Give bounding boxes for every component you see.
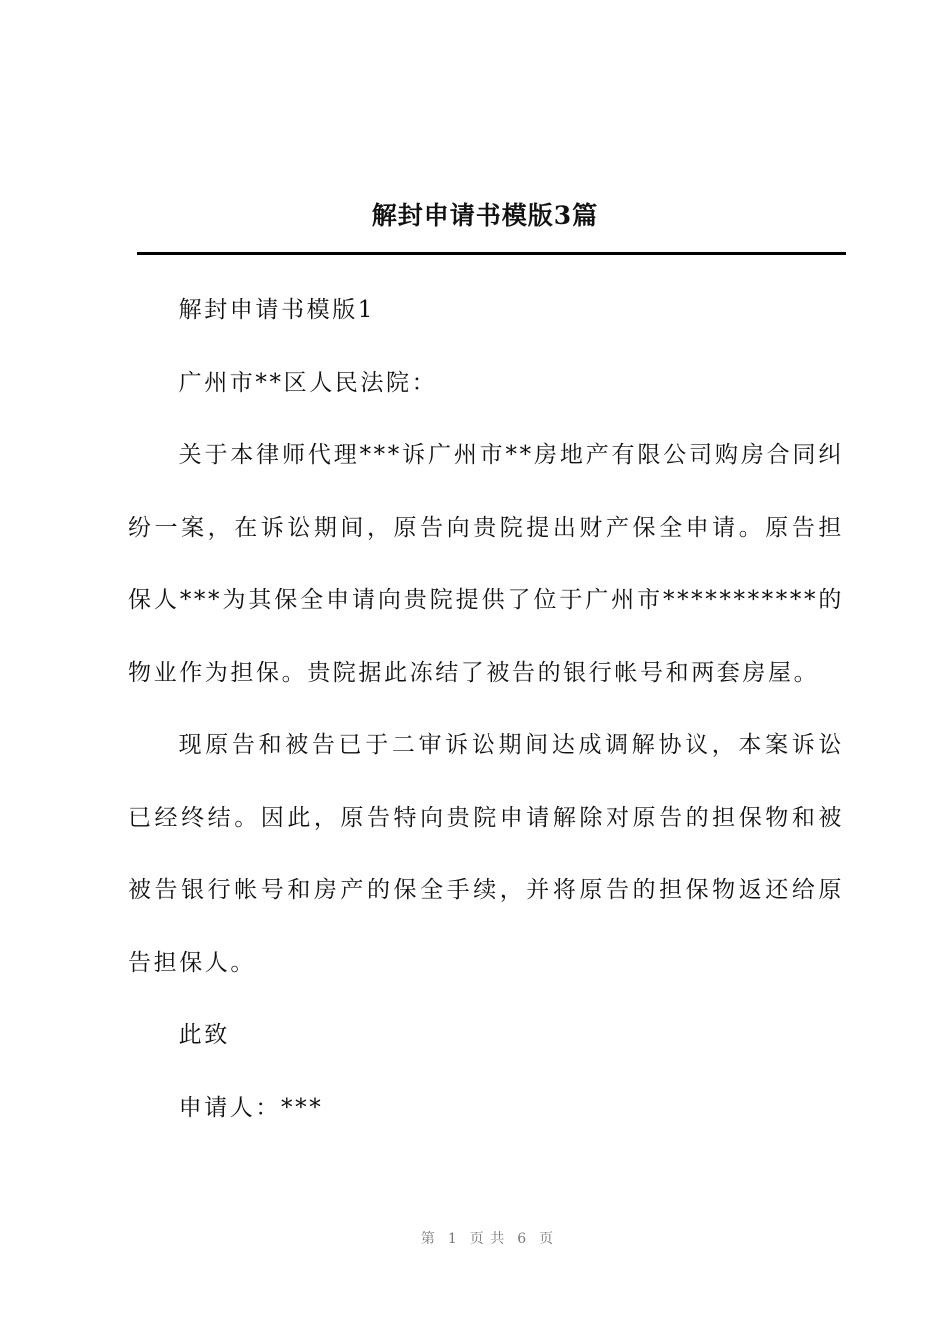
document-title: 解封申请书模版3篇 <box>371 201 599 230</box>
applicant-line: 申请人：*** <box>178 1094 324 1121</box>
footer-total-pages: 6 <box>517 1231 528 1247</box>
addressee: 广州市**区人民法院： <box>178 369 438 396</box>
body-paragraph: 关于本律师代理***诉广州市**房地产有限公司购房合同纠纷一案，在诉讼期间，原告向贵院提出财产保全申请。原告担保人***为其保全申请向贵院提供了位于广州市***********的物业作为担保。贵院据此冻结了被告的银行帐号和两套房屋。 <box>128 442 844 686</box>
page-footer <box>0 1228 950 1248</box>
body-paragraph: 现原告和被告已于二审诉讼期间达成调解协议，本案诉讼已经终结。因此，原告特向贵院申请解除对原告的担保物和被被告银行帐号和房产的保全手续，并将原告的担保物返还给原告担保人。 <box>128 732 844 976</box>
footer-page-label: 第 <box>420 1231 436 1247</box>
document-body <box>128 274 844 1144</box>
section-heading: 解封申请书模版1 <box>178 297 376 323</box>
footer-end-label: 页 <box>539 1231 555 1247</box>
footer-page-number: 1 <box>447 1231 458 1247</box>
closing-salutation: 此致 <box>178 1022 230 1048</box>
title-divider <box>137 252 846 255</box>
footer-of-label: 页 共 <box>469 1231 506 1247</box>
